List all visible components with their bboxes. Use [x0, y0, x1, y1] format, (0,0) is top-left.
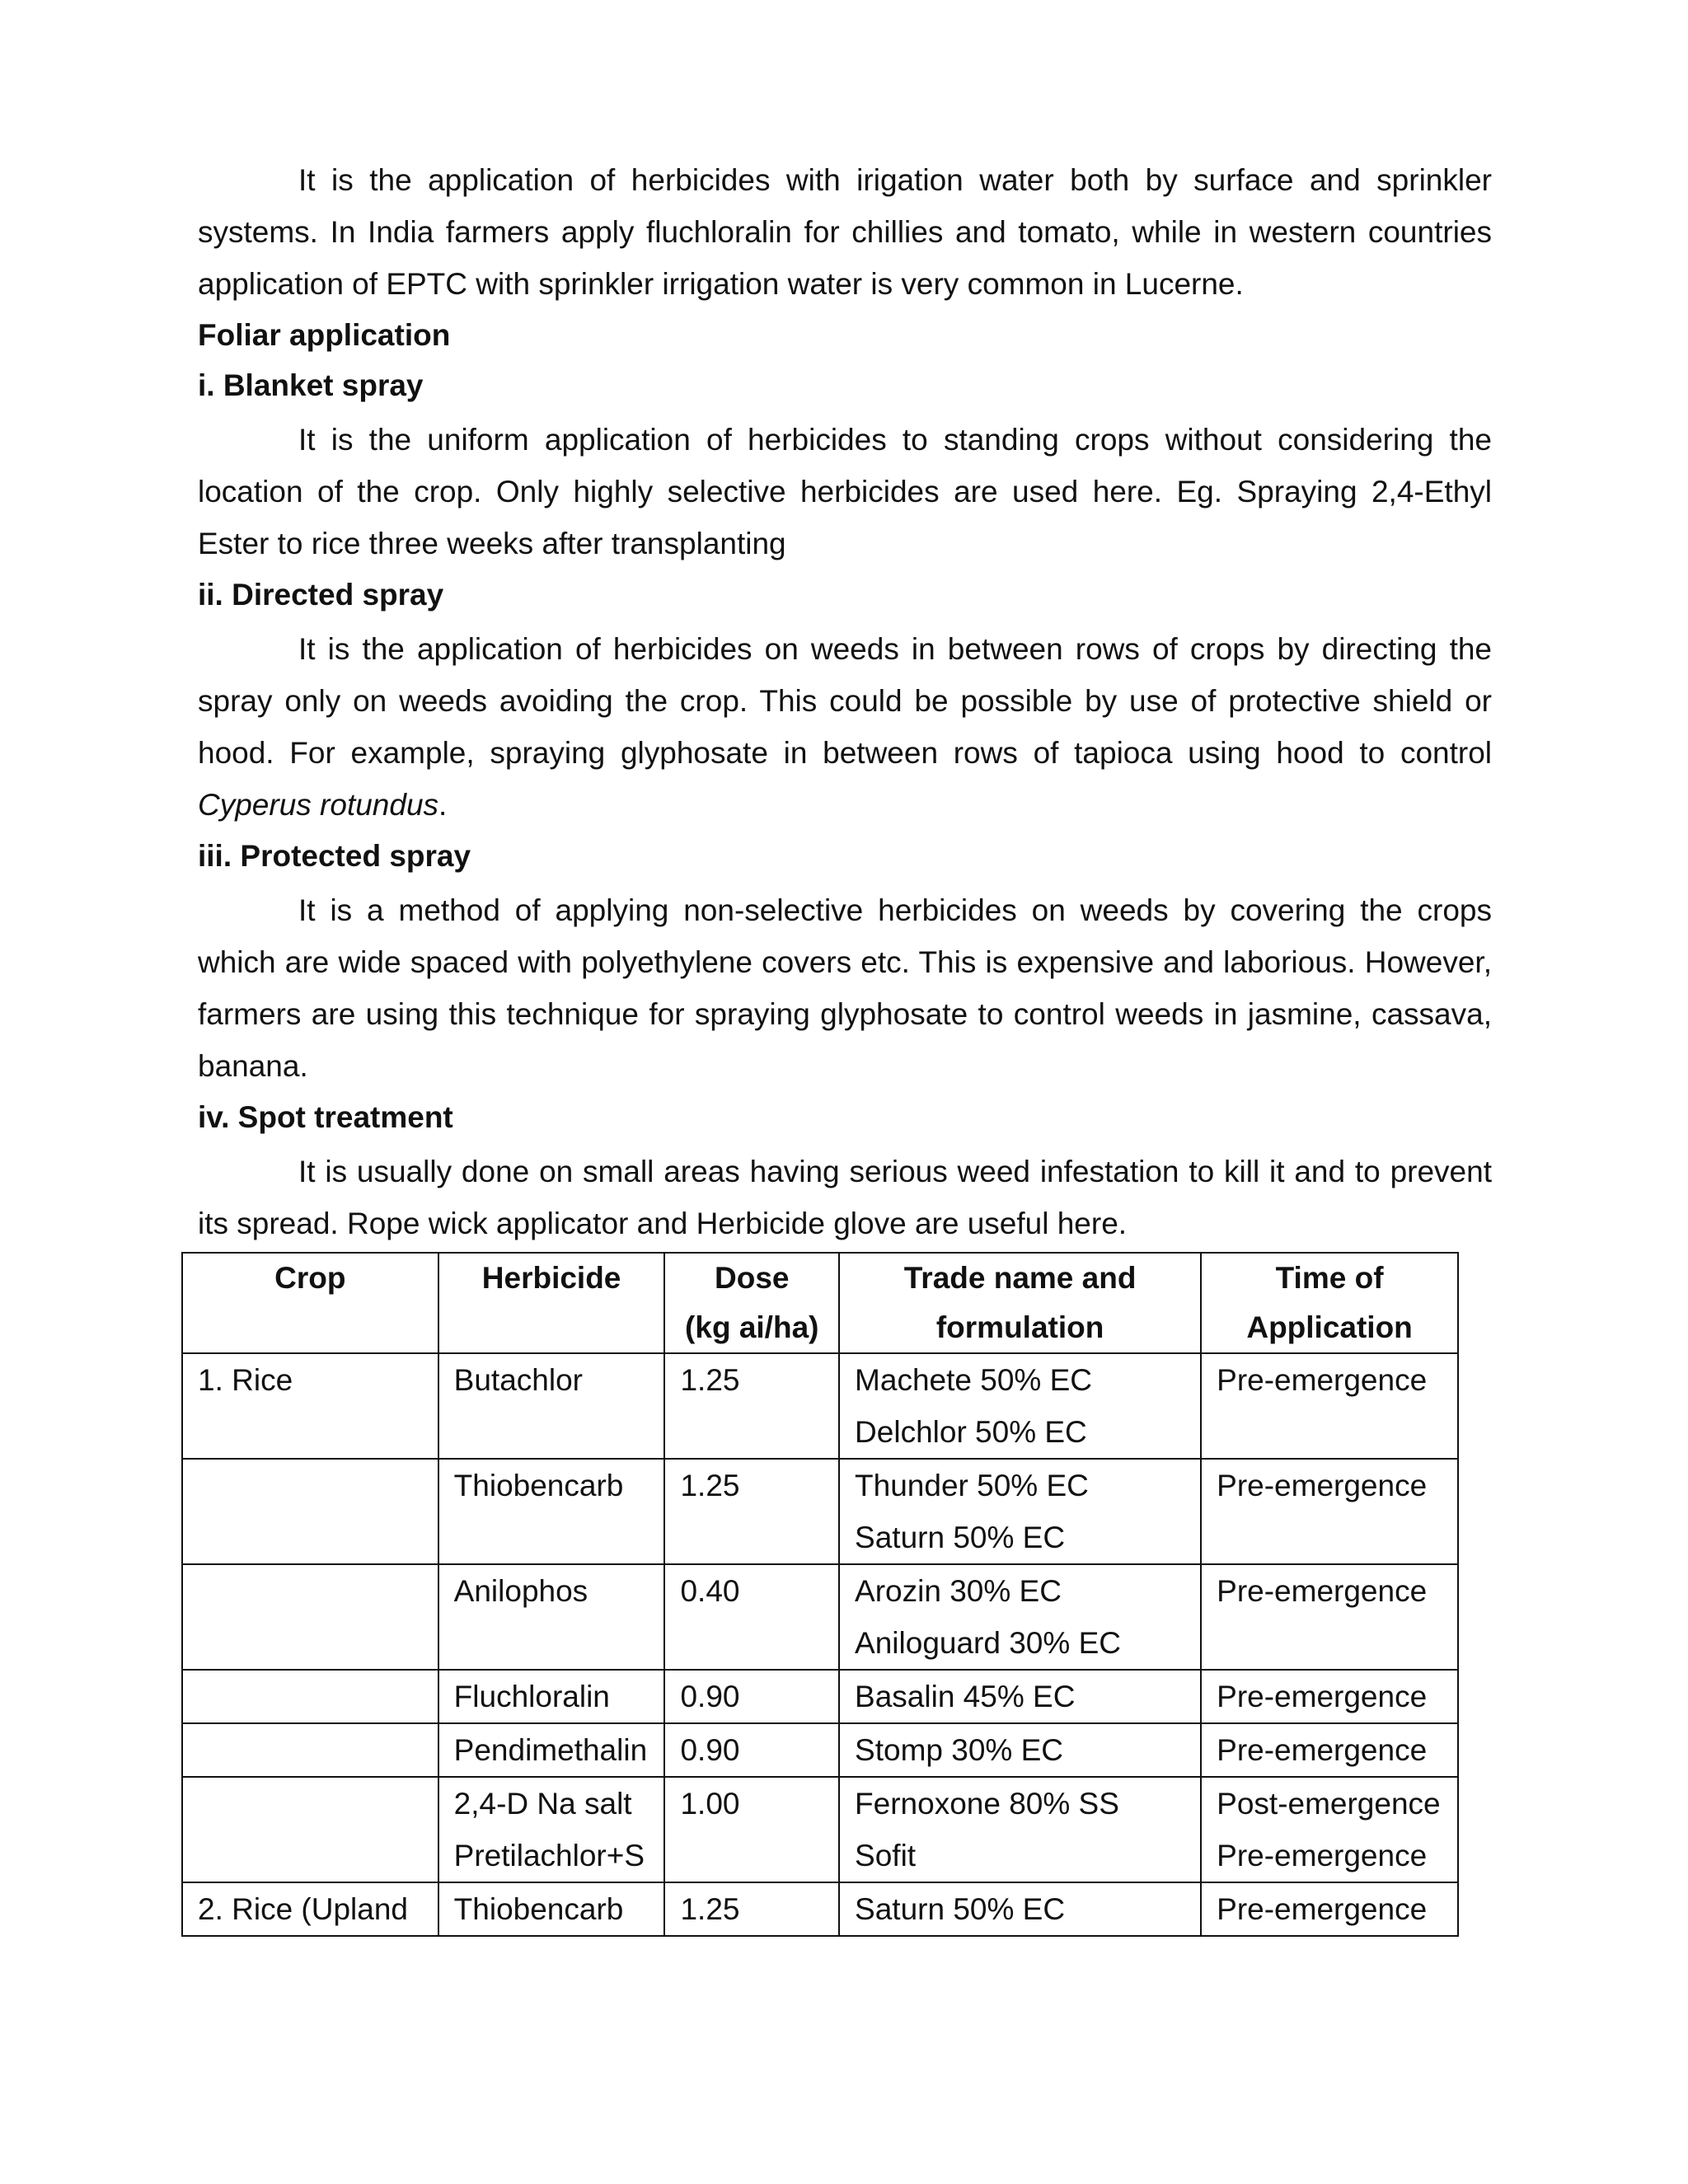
herbicide-cell: 2,4-D Na salt Pretilachlor+S	[438, 1777, 665, 1882]
time-of-application-cell: Pre-emergence	[1201, 1882, 1458, 1936]
crop-cell	[182, 1564, 438, 1670]
time-of-application-cell: Pre-emergence	[1201, 1723, 1458, 1777]
herbicide-cell: Pendimethalin	[438, 1723, 665, 1777]
crop-cell: 2. Rice (Upland	[182, 1882, 438, 1936]
trade-name-cell: Saturn 50% EC	[839, 1882, 1201, 1936]
table-header-row	[182, 1253, 1458, 1353]
table-row	[182, 1882, 1458, 1936]
dose-cell: 1.00	[664, 1777, 839, 1882]
herbicide-table	[181, 1252, 1459, 1937]
table-row	[182, 1459, 1458, 1564]
trade-name-cell: Thunder 50% EC Saturn 50% EC	[839, 1459, 1201, 1564]
herbicide-cell: Anilophos	[438, 1564, 665, 1670]
dose-cell: 1.25	[664, 1353, 839, 1459]
header-trade-name: Trade name and formulation	[839, 1253, 1201, 1353]
trade-name-cell: Basalin 45% EC	[839, 1670, 1201, 1723]
intro-paragraph: It is the application of herbicides with irigation water both by surface and sprinkler systems. In India farmers apply fluchloralin for chillies and tomato, while in western countries application of EPTC with sprinkler irrigation water is very common in Lucerne.	[198, 163, 1492, 301]
trade-name-cell: Stomp 30% EC	[839, 1723, 1201, 1777]
spot-treatment-heading: iv. Spot treatment	[198, 1100, 453, 1134]
herbicide-cell: Thiobencarb	[438, 1882, 665, 1936]
protected-spray-paragraph: It is a method of applying non-selective herbicides on weeds by covering the crops which are wide spaced with polyethylene covers etc. This is expensive and laborious. However, farmers are using this technique for spraying glyphosate to control weeds in jasmine, cassava, banana.	[198, 893, 1492, 1083]
table-row	[182, 1353, 1458, 1459]
table-row	[182, 1723, 1458, 1777]
herbicide-cell: Butachlor	[438, 1353, 665, 1459]
trade-name-cell: Fernoxone 80% SS Sofit	[839, 1777, 1201, 1882]
species-name: Cyperus rotundus	[198, 788, 439, 822]
crop-cell	[182, 1723, 438, 1777]
dose-cell: 1.25	[664, 1459, 839, 1564]
time-of-application-cell: Pre-emergence	[1201, 1459, 1458, 1564]
crop-cell	[182, 1459, 438, 1564]
directed-spray-text: It is the application of herbicides on weeds in between rows of crops by directing the spray only on weeds avoiding the crop. This could be possible by use of protective shield or hood. For example, spraying glyphosate in between rows of tapioca using hood to control	[198, 632, 1492, 770]
header-dose: Dose (kg ai/ha)	[664, 1253, 839, 1353]
directed-spray-end: .	[438, 788, 448, 822]
table-row	[182, 1670, 1458, 1723]
trade-name-cell: Machete 50% EC Delchlor 50% EC	[839, 1353, 1201, 1459]
spot-treatment-paragraph: It is usually done on small areas having serious weed infestation to kill it and to prevent its spread. Rope wick applicator and Herbicide glove are useful here.	[198, 1155, 1492, 1240]
dose-cell: 1.25	[664, 1882, 839, 1936]
blanket-spray-heading: i. Blanket spray	[198, 368, 424, 402]
blanket-spray-paragraph: It is the uniform application of herbicides to standing crops without considering the location of the crop. Only highly selective herbicides are used here. Eg. Spraying 2,4-Ethyl Ester to rice three weeks after transplanting	[198, 423, 1492, 560]
header-crop: Crop	[182, 1253, 438, 1353]
directed-spray-heading: ii. Directed spray	[198, 578, 444, 612]
time-of-application-cell: Pre-emergence	[1201, 1670, 1458, 1723]
directed-spray-paragraph	[198, 623, 1492, 831]
table-row	[182, 1777, 1458, 1882]
herbicide-cell: Thiobencarb	[438, 1459, 665, 1564]
header-time-of-application: Time of Application	[1201, 1253, 1458, 1353]
trade-name-cell: Arozin 30% EC Aniloguard 30% EC	[839, 1564, 1201, 1670]
crop-cell	[182, 1777, 438, 1882]
header-herbicide: Herbicide	[438, 1253, 665, 1353]
time-of-application-cell: Pre-emergence	[1201, 1353, 1458, 1459]
crop-cell	[182, 1670, 438, 1723]
herbicide-cell: Fluchloralin	[438, 1670, 665, 1723]
dose-cell: 0.90	[664, 1723, 839, 1777]
table-body	[182, 1353, 1458, 1936]
time-of-application-cell: Pre-emergence	[1201, 1564, 1458, 1670]
crop-cell: 1. Rice	[182, 1353, 438, 1459]
protected-spray-heading: iii. Protected spray	[198, 839, 471, 873]
time-of-application-cell: Post-emergence Pre-emergence	[1201, 1777, 1458, 1882]
document-body	[198, 0, 1492, 1249]
table-row	[182, 1564, 1458, 1670]
dose-cell: 0.40	[664, 1564, 839, 1670]
foliar-application-heading: Foliar application	[198, 318, 451, 352]
dose-cell: 0.90	[664, 1670, 839, 1723]
